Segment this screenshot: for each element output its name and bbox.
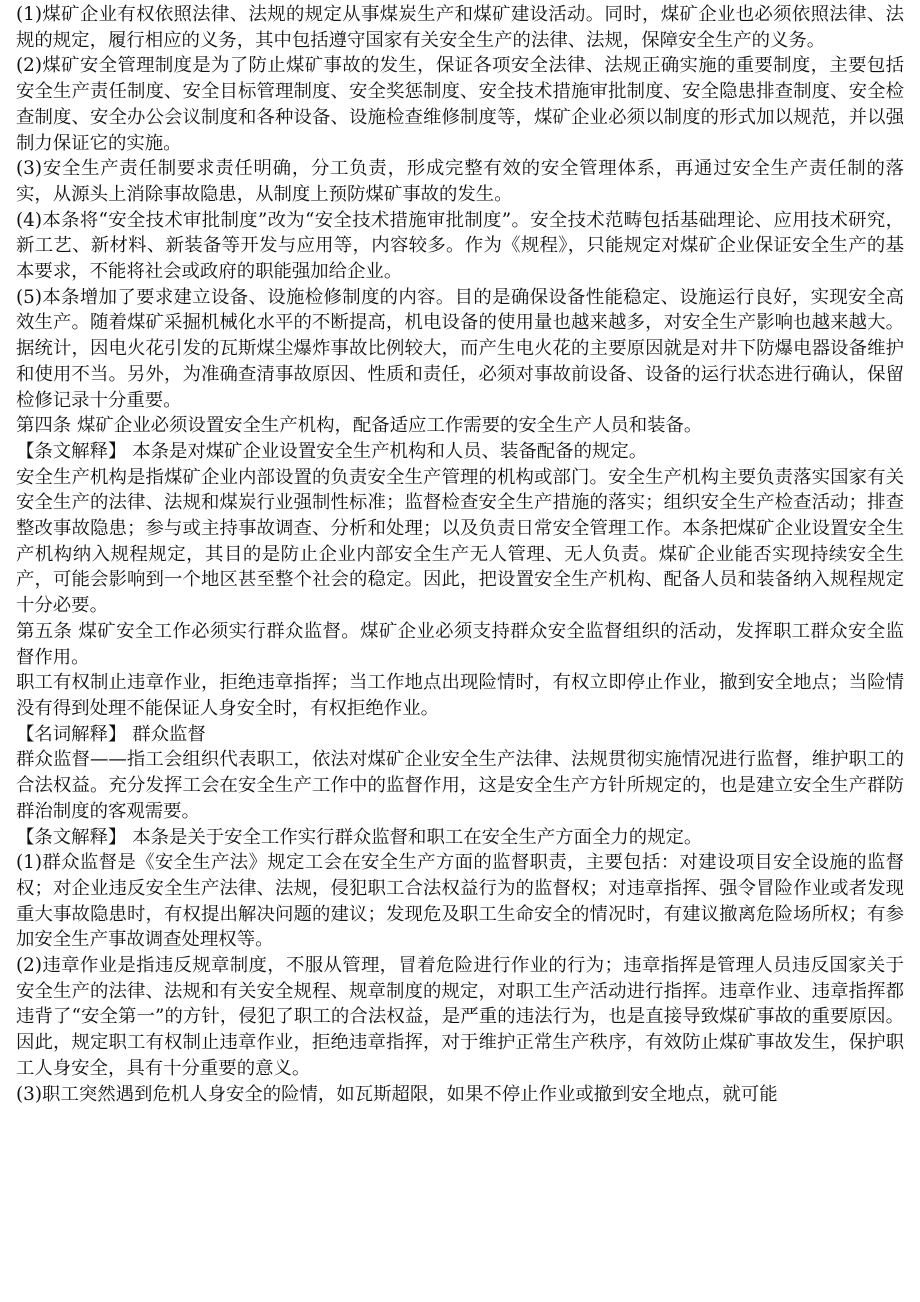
paragraph-1: (1)煤矿企业有权依照法律、法规的规定从事煤炭生产和煤矿建设活动。同时，煤矿企业也必须依照法律、法规的规定，履行相应的义务，其中包括遵守国家有关安全生产的法律、法规，保障安全生产的义务。	[16, 4, 904, 51]
paragraph-2: (2)煤矿安全管理制度是为了防止煤矿事故的发生，保证各项安全法律、法规正确实施的重要制度，主要包括安全生产责任制度、安全目标管理制度、安全奖惩制度、安全技术措施审批制度、安全隐患排查制度、安全检查制度、安全办公会议制度和各种设备、设施检查维修制度等，煤矿企业必须以制度的形式加以规范，并以强制力保证它的实施。	[16, 55, 904, 154]
paragraph-5: (5)本条增加了要求建立设备、设施检修制度的内容。目的是确保设备性能稳定、设施运行良好，实现安全高效生产。随着煤矿采掘机械化水平的不断提高，机电设备的使用量也越来越多，对安全生产影响也越来越大。据统计，因电火花引发的瓦斯煤尘爆炸事故比例较大，而产生电火花的主要原因就是对井下防爆电器设备维护和使用不当。另外，为准确查清事故原因、性质和责任，必须对事故前设备、设备的运行状态进行确认，保留检修记录十分重要。	[16, 286, 904, 411]
article-4-heading: 第四条 煤矿企业必须设置安全生产机构，配备适应工作需要的安全生产人员和装备。	[16, 415, 703, 437]
paragraph-safety-agency: 安全生产机构是指煤矿企业内部设置的负责安全生产管理的机构或部门。安全生产机构主要负责落实国家有关安全生产的法律、法规和煤炭行业强制性标准；监督检查安全生产措施的落实；组织安全生产检查活动；排查整改事故隐患；参与或主持事故调查、分析和处理；以及负责日常安全管理工作。本条把煤矿企业设置安全生产机构纳入规程规定，其目的是防止企业内部安全生产无人管理、无人负责。煤矿企业能否实现持续安全生产，可能会影响到一个地区甚至整个社会的稳定。因此，把设置安全生产机构、配备人员和装备纳入规程规定十分必要。	[16, 466, 904, 617]
document-body	[16, 2, 904, 1107]
article-5-heading: 第五条 煤矿安全工作必须实行群众监督。煤矿企业必须支持群众安全监督组织的活动，发挥职工群众安全监督作用。	[16, 620, 904, 668]
paragraph-mass-supervision: 群众监督——指工会组织代表职工，依法对煤矿企业安全生产法律、法规贯彻实施情况进行监督，维护职工的合法权益。充分发挥工会在安全生产工作中的监督作用，这是安全生产方针所规定的，也是建立安全生产群防群治制度的客观需要。	[16, 749, 904, 822]
term-explanation-heading: 【名词解释】 群众监督	[16, 723, 206, 745]
paragraph-supervision-1: (1)群众监督是《安全生产法》规定工会在安全生产方面的监督职责，主要包括：对建设项目安全设施的监督权；对企业违反安全生产法律、法规，侵犯职工合法权益行为的监督权；对违章指挥、强令冒险作业或者发现重大事故隐患时，有权提出解决问题的建议；发现危及职工生命安全的情况时，有建议撤离危险场所权；有参加安全生产事故调查处理权等。	[16, 852, 904, 951]
paragraph-supervision-3: (3)职工突然遇到危机人身安全的险情，如瓦斯超限，如果不停止作业或撤到安全地点，就可能	[16, 1083, 778, 1105]
paragraph-4: (4)本条将“安全技术审批制度”改为“安全技术措施审批制度”。安全技术范畴包括基础理论、应用技术研究，新工艺、新材料、新装备等开发与应用等，内容较多。作为《规程》，只能规定对煤矿企业保证安全生产的基本要求，不能将社会或政府的职能强加给企业。	[16, 209, 904, 283]
article-5-explanation-heading: 【条文解释】 本条是关于安全工作实行群众监督和职工在安全生产方面全力的规定。	[16, 826, 703, 848]
paragraph-worker-rights: 职工有权制止违章作业，拒绝违章指挥；当工作地点出现险情时，有权立即停止作业，撤到安全地点；当险情没有得到处理不能保证人身安全时，有权拒绝作业。	[16, 672, 904, 719]
article-4-explanation-heading: 【条文解释】 本条是对煤矿企业设置安全生产机构和人员、装备配备的规定。	[16, 440, 648, 462]
paragraph-3: (3)安全生产责任制要求责任明确，分工负责，形成完整有效的安全管理体系，再通过安全生产责任制的落实，从源头上消除事故隐患，从制度上预防煤矿事故的发生。	[16, 158, 904, 205]
paragraph-supervision-2: (2)违章作业是指违反规章制度，不服从管理，冒着危险进行作业的行为；违章指挥是管理人员违反国家关于安全生产的法律、法规和有关安全规程、规章制度的规定，对职工生产活动进行指挥。违章作业、违章指挥都违背了“安全第一”的方针，侵犯了职工的合法权益，是严重的违法行为，也是直接导致煤矿事故的重要原因。因此，规定职工有权制止违章作业，拒绝违章指挥，对于维护正常生产秩序，有效防止煤矿事故发生，保护职工人身安全，具有十分重要的意义。	[16, 955, 904, 1079]
